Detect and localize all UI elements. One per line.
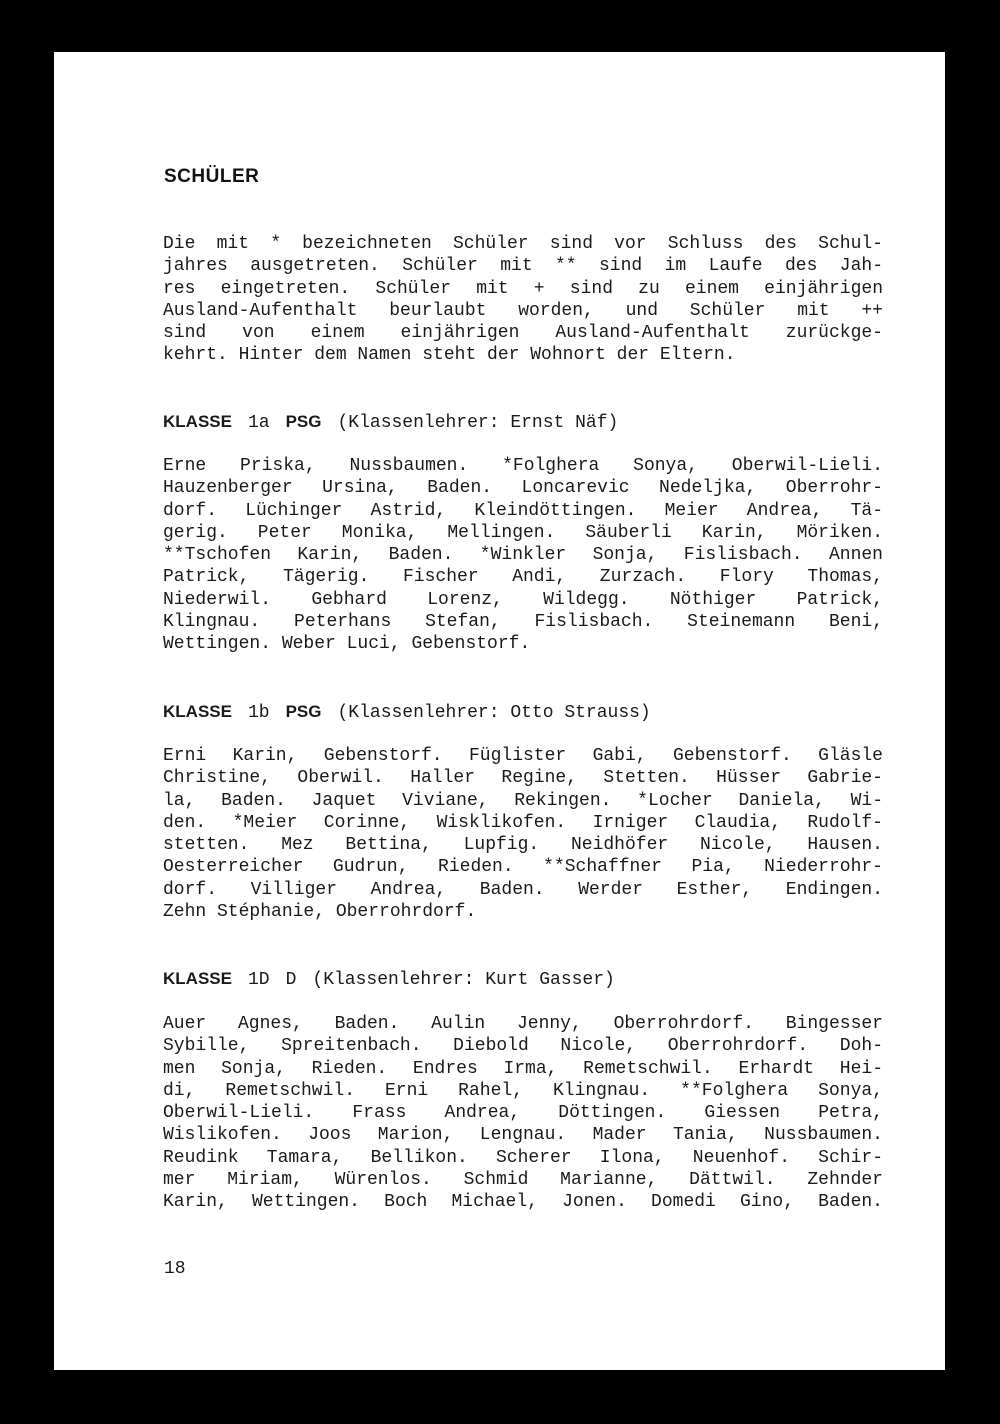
student-line: Patrick, Tägerig. Fischer Andi, Zurzach. Flory Thomas, (163, 567, 883, 588)
student-line: Klingnau. Peterhans Stefan, Fislisbach. Steinemann Beni, (163, 612, 883, 633)
student-line: Wettingen. Weber Luci, Gebenstorf. (163, 634, 531, 655)
class-code: 1b (247, 703, 270, 723)
student-line: men Sonja, Rieden. Endres Irma, Remetschwil. Erhardt Hei- (163, 1058, 883, 1079)
intro-paragraph (163, 233, 883, 367)
intro-line: jahres ausgetreten. Schüler mit ** sind im Laufe des Jah- (163, 256, 883, 277)
page-number: 18 (164, 1259, 186, 1279)
class-1b-heading (163, 701, 651, 724)
intro-line: res eingetreten. Schüler mit + sind zu einem einjährigen (163, 278, 883, 299)
intro-line: Ausland-Aufenthalt beurlaubt worden, und Schüler mit ++ (163, 300, 883, 321)
student-line: Wislikofen. Joos Marion, Lengnau. Mader Tania, Nussbaumen. (163, 1125, 883, 1146)
class-code: 1a (247, 413, 270, 433)
student-line: stetten. Mez Bettina, Lupfig. Neidhöfer Nicole, Hausen. (163, 835, 883, 856)
class-1a-heading (163, 411, 618, 434)
intro-line: Die mit * bezeichneten Schüler sind vor Schluss des Schul- (163, 234, 883, 254)
class-teacher: (Klassenlehrer: Ernst Näf) (337, 413, 619, 433)
class-1d-students (163, 1013, 883, 1214)
page-heading: SCHÜLER (164, 166, 260, 187)
class-label: KLASSE (163, 412, 232, 431)
student-line: Hauzenberger Ursina, Baden. Loncarevic Nedeljka, Oberrohr- (163, 478, 883, 499)
student-line: gerig. Peter Monika, Mellingen. Säuberli Karin, Möriken. (163, 522, 883, 543)
student-line: Karin, Wettingen. Boch Michael, Jonen. Domedi Gino, Baden. (163, 1192, 883, 1213)
class-type: PSG (285, 412, 322, 431)
class-label: KLASSE (163, 702, 232, 721)
class-code: 1D (247, 970, 270, 990)
document-page (54, 52, 945, 1370)
class-1b-students (163, 745, 883, 923)
student-line: Oesterreicher Gudrun, Rieden. **Schaffner Pia, Niederrohr- (163, 857, 883, 878)
student-line: la, Baden. Jaquet Viviane, Rekingen. *Locher Daniela, Wi- (163, 790, 883, 811)
student-line: dorf. Lüchinger Astrid, Kleindöttingen. Meier Andrea, Tä- (163, 500, 883, 521)
intro-line: sind von einem einjährigen Ausland-Aufenthalt zurückge- (163, 323, 883, 344)
student-line: Zehn Stéphanie, Oberrohrdorf. (163, 902, 477, 923)
student-line: Erni Karin, Gebenstorf. Füglister Gabi, Gebenstorf. Gläsle (163, 746, 883, 766)
student-line: **Tschofen Karin, Baden. *Winkler Sonja, Fislisbach. Annen (163, 545, 883, 566)
student-line: Niederwil. Gebhard Lorenz, Wildegg. Nöthiger Patrick, (163, 589, 883, 610)
class-teacher: (Klassenlehrer: Kurt Gasser) (312, 970, 615, 990)
intro-line: kehrt. Hinter dem Namen steht der Wohnort der Eltern. (163, 345, 736, 366)
student-line: Reudink Tamara, Bellikon. Scherer Ilona, Neuenhof. Schir- (163, 1147, 883, 1168)
class-type: D (285, 970, 297, 990)
class-type: PSG (285, 702, 322, 721)
class-1a-students (163, 455, 883, 656)
student-line: Christine, Oberwil. Haller Regine, Stetten. Hüsser Gabrie- (163, 768, 883, 789)
student-line: di, Remetschwil. Erni Rahel, Klingnau. **Folghera Sonya, (163, 1080, 883, 1101)
student-line: den. *Meier Corinne, Wisklikofen. Irniger Claudia, Rudolf- (163, 812, 883, 833)
class-teacher: (Klassenlehrer: Otto Strauss) (337, 703, 651, 723)
student-line: dorf. Villiger Andrea, Baden. Werder Esther, Endingen. (163, 879, 883, 900)
student-line: Erne Priska, Nussbaumen. *Folghera Sonya, Oberwil-Lieli. (163, 456, 883, 476)
student-line: Oberwil-Lieli. Frass Andrea, Döttingen. Giessen Petra, (163, 1103, 883, 1124)
class-1d-heading (163, 968, 615, 991)
student-line: mer Miriam, Würenlos. Schmid Marianne, Dättwil. Zehnder (163, 1170, 883, 1191)
student-line: Auer Agnes, Baden. Aulin Jenny, Oberrohrdorf. Bingesser (163, 1014, 883, 1034)
class-label: KLASSE (163, 969, 232, 988)
student-line: Sybille, Spreitenbach. Diebold Nicole, Oberrohrdorf. Doh- (163, 1036, 883, 1057)
